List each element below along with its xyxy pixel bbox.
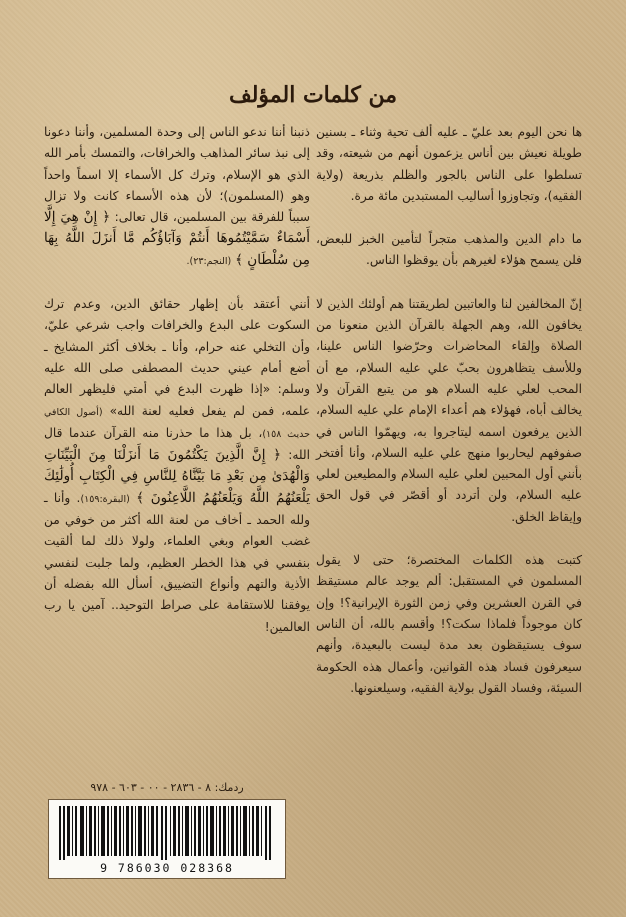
barcode xyxy=(48,799,286,879)
isbn-label: ردمك: ٨ - ٢٨٣٦ - ٠٠ - ٦٠٣ - ٩٧٨ xyxy=(90,781,244,794)
barcode-bars-icon xyxy=(57,806,277,860)
page-title: من كلمات المؤلف xyxy=(228,82,398,108)
verse-reference: (البقرة:١٥٩) xyxy=(80,493,130,505)
paragraph: ما دام الدين والمذهب متجراً لتأمين الخبز للبعض، فلن يسمح هؤلاء لغيرهم بأن يوقظوا الناس. xyxy=(316,232,582,268)
barcode-number: 9 786030 028368 xyxy=(100,861,234,875)
paragraph-text: . وأنا ـ ولله الحمد ـ أخاف من لعنة الله أكثر من خوفي من غضب العوام وبغي العلماء، ولولا ذلك لما ألقيت بنفسي في هذا الخطر العظيم، ولما جلبت لنفسي الأذية والتهم وأنواع التضييق، أسأل الله بفضله أن يوفقنا للاستقامة على صراط التوحيد.. آمين يا رب العالمين! xyxy=(44,490,310,634)
paragraph-text: ، بل هذا ما حذرنا منه القرآن عندما قال الله: xyxy=(44,425,310,463)
verse-reference: (النجم:٢٣). xyxy=(186,255,232,267)
paragraph: ها نحن اليوم بعد عليّ ـ عليه ألف تحية وثناء ـ بسنين طويلة نعيش بين أناس يزعمون أنهم من شيعته، وقد تسلطوا على الناس بالجور والظلم بذريعة (ولاية الفقيه)، وتجاوزوا أساليب المستبدين مائة مرة. xyxy=(316,125,582,203)
paragraph: كتبت هذه الكلمات المختصرة؛ حتى لا يقول المسلمون في المستقبل: ألم يوجد عالم مستيقظ في القرن العشرين وفي زمن الثورة الإيرانية؟! وإن كان موجوداً فلماذا سكت؟! وأقسم بالله، أن الناس سوف يستيقظون بعد مدة ليست بالبعيدة، وأنهم سيعرفون فساد هذه القوانين، وأعمال هذه الحكومة السيئة، وفساد القول بولاية الفقيه، وسيلعنونها. xyxy=(316,553,582,695)
paragraph xyxy=(44,122,310,272)
paragraph: إنّ المخالفين لنا والعاتبين لطريقتنا هم أولئك الذين لا يخافون الله، وهم الجهلة بالقرآن الذين منعونا من الصلاة وإلقاء المحاضرات وحرّضوا الناس علينا، وللأسف يتظاهرون بحبّ علي عليه السلام، مع أن المحب لعلي عليه السلام هو من يتبع القرآن ولا يخالف أباه، فهؤلاء هم أعداء الإمام علي عليه السلام، الذين يرفعون اسمه ليتاجروا به، ويهمّوا الناس في صفوفهم ليحاربوا منهج علي عليه السلام، وأنا أفتخر بأنني أول المحبين لعلي عليه السلام والمطيعين لعلي عليه السلام، ولن أتردد أو أقصّر في قول الحق وإيقاظ الخلق. xyxy=(316,296,582,524)
paragraph-text: ذنبنا أننا ندعو الناس إلى وحدة المسلمين، وأننا دعونا إلى نبذ سائر المذاهب والخرافات، والتمسك بأمر الله الذي هو الإسلام، وترك كل الأسماء إلا اسماً واحداً وهو (المسلمون)؛ لأن هذه الأسماء كانت ولا تزال سبباً للفرقة بين المسلمين، قال تعالى: xyxy=(44,125,311,225)
paragraph-text: أنني أعتقد بأن إظهار حقائق الدين، وعدم ترك السكوت على البدع والخرافات واجب شرعي عليّ، وأن التخلي عنه حرام، وأنا ـ بخلاف أكثر المشايخ ـ أضع أمام عيني حديث المصطفى صلى الله عليه وسلم: «إذا ظهرت البدع في أمتي فليظهر العالم علمه، فمن لم يفعل فعليه لعنة الله» xyxy=(44,297,311,418)
quran-verse: ﴿ إِنَّ الَّذِينَ يَكْتُمُونَ مَا أَنزَلْنَا مِنَ الْبَيِّنَاتِ وَالْهُدَىٰ مِن بَعْدِ مَا بَيَّنَّاهُ لِلنَّاسِ فِي الْكِتَابِ أُولَٰئِكَ يَلْعَنُهُمُ اللَّهُ وَيَلْعَنُهُمُ اللَّاعِنُونَ ﴾ xyxy=(44,447,310,506)
paragraph xyxy=(44,294,310,638)
hadith-reference: (أصول الكافي حديث ١٥٨) xyxy=(44,406,310,440)
quran-verse: ﴿ إِنْ هِيَ إِلَّا أَسْمَاءٌ سَمَّيْتُمُوهَا أَنتُمْ وَآبَاؤُكُم مَّا أَنزَلَ اللَّهُ بِهَا مِن سُلْطَانٍ ﴾ xyxy=(44,209,310,268)
right-text-column xyxy=(316,122,582,721)
left-text-column xyxy=(44,122,310,660)
